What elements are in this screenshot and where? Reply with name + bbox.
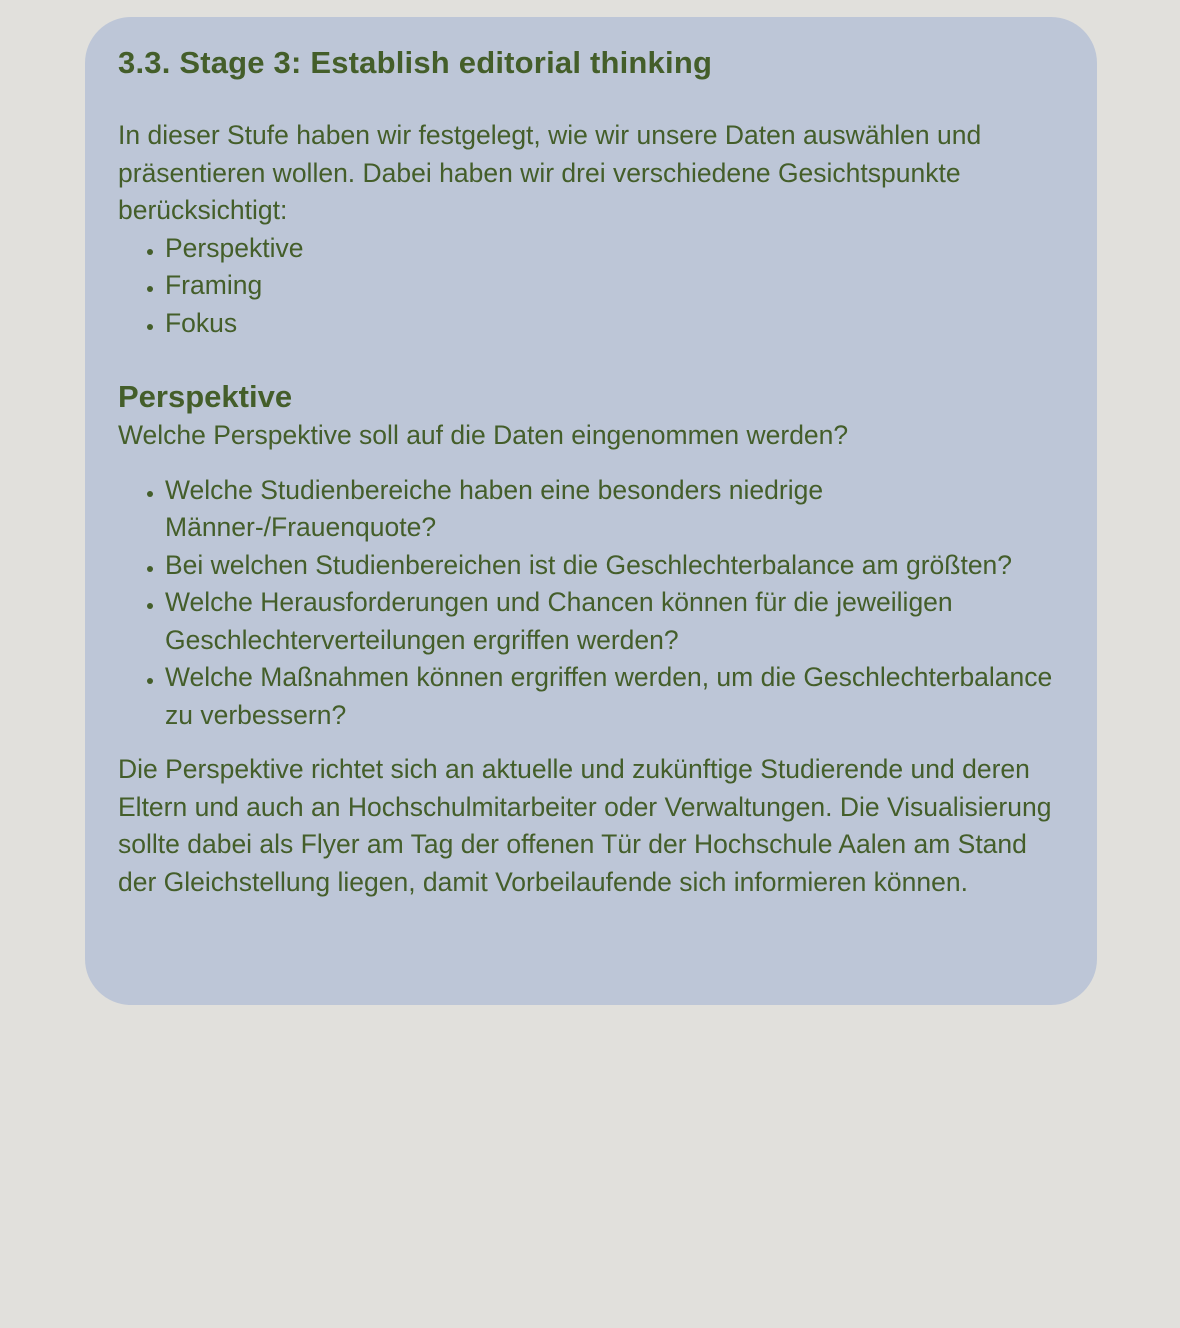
perspektive-heading: Perspektive	[118, 379, 293, 414]
list-item: • Welche Maßnahmen können ergriffen werden, um die Geschlechterbalance zu verbessern?	[165, 659, 1067, 734]
list-item: • Welche Studienbereiche haben eine besonders niedrige Männer-/Frauenquote?	[165, 472, 1067, 547]
list-item: • Framing	[165, 267, 1067, 305]
aspects-list	[118, 230, 1067, 343]
list-item: • Fokus	[165, 305, 1067, 343]
questions-list	[118, 472, 1067, 735]
intro-paragraph: In dieser Stufe haben wir festgelegt, wie wir unsere Daten auswählen und präsentieren wollen. Dabei haben wir drei verschiedene Gesichtspunkte berücksichtigt:	[118, 120, 982, 225]
list-item: • Bei welchen Studienbereichen ist die Geschlechterbalance am größten?	[165, 547, 1067, 585]
closing-paragraph: Die Perspektive richtet sich an aktuelle und zukünftige Studierende und deren Eltern und auch an Hochschulmitarbeiter oder Verwaltungen. Die Visualisierung sollte dabei als Flyer am Tag der offenen Tür der Hochschule Aalen am Stand der Gleichstellung liegen, damit Vorbeilaufende sich informieren können.	[118, 754, 1052, 897]
perspektive-question: Welche Perspektive soll auf die Daten eingenommen werden?	[118, 420, 849, 450]
section-heading: 3.3. Stage 3: Establish editorial thinking	[118, 45, 713, 80]
list-item: • Welche Herausforderungen und Chancen können für die jeweiligen Geschlechterverteilungen ergriffen werden?	[165, 584, 1067, 659]
content-card	[85, 17, 1097, 1005]
list-item: • Perspektive	[165, 230, 1067, 268]
